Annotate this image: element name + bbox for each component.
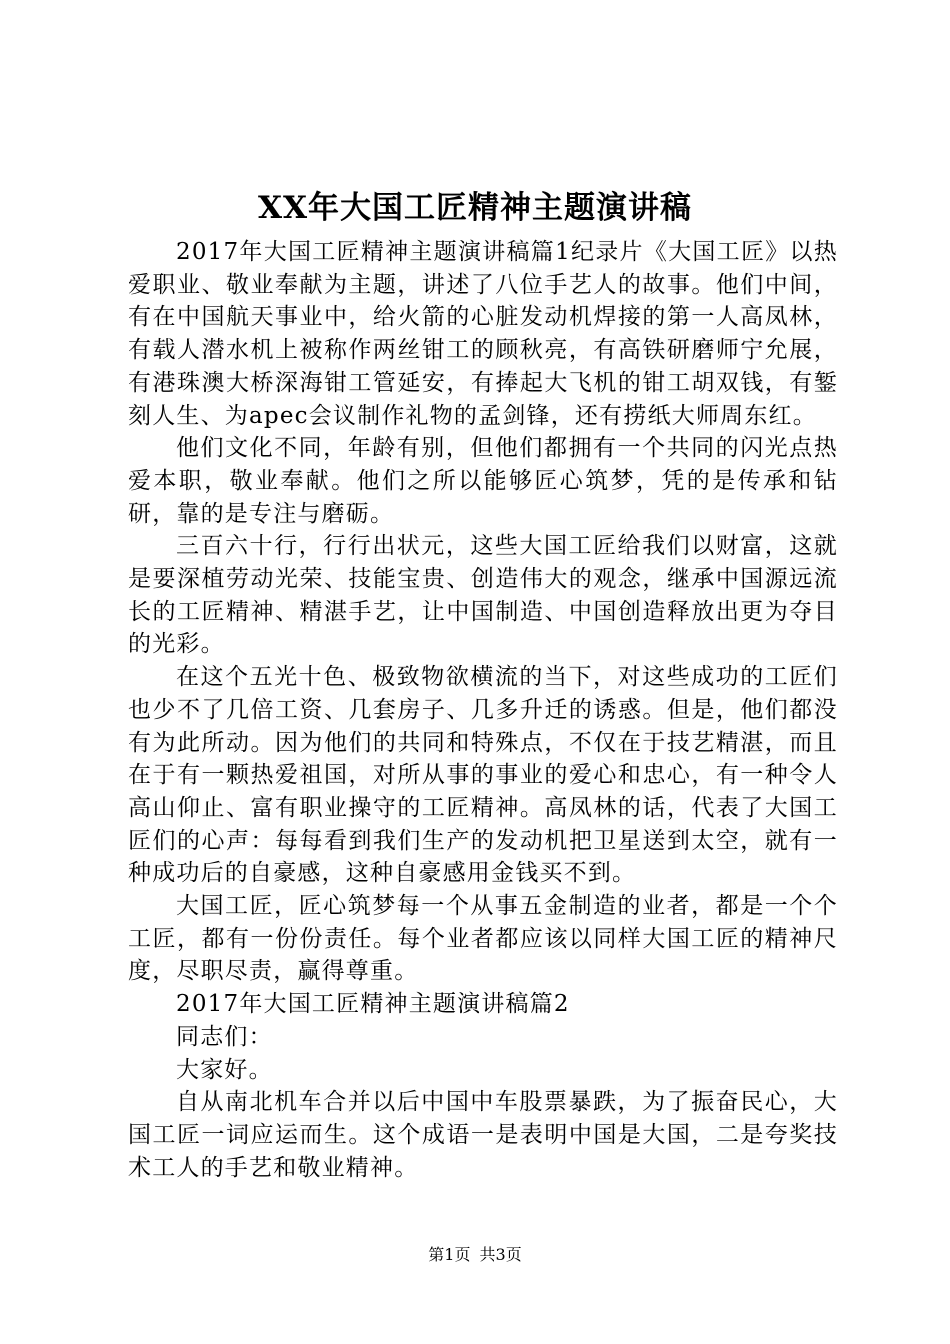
paragraph-3: 三百六十行，行行出状元，这些大国工匠给我们以财富，这就是要深植劳动光荣、技能宝贵、创造伟大的观念，继承中国源远流长的工匠精神、精湛手艺，让中国制造、中国创造释放出更为夺目的光彩。 — [128, 533, 838, 658]
document-body — [128, 236, 838, 1184]
section-heading-2: 2017年大国工匠精神主题演讲稿篇2 — [176, 991, 570, 1018]
document-title: XX年大国工匠精神主题演讲稿 — [257, 190, 693, 226]
salutation: 同志们： — [176, 1023, 273, 1050]
paragraph-2: 他们文化不同，年龄有别，但他们都拥有一个共同的闪光点热爱本职，敬业奉献。他们之所以能够匠心筑梦，凭的是传承和钻研，靠的是专注与磨砺。 — [128, 435, 838, 527]
paragraph-1: 2017年大国工匠精神主题演讲稿篇1纪录片《大国工匠》以热爱职业、敬业奉献为主题，讲述了八位手艺人的故事。他们中间，有在中国航天事业中，给火箭的心脏发动机焊接的第一人高凤林，有载人潜水机上被称作两丝钳工的顾秋亮，有高铁研磨师宁允展，有港珠澳大桥深海钳工管延安，有捧起大飞机的钳工胡双钱，有錾刻人生、为apec会议制作礼物的孟剑锋，还有捞纸大师周东红。 — [128, 239, 838, 429]
paragraph-5: 大国工匠，匠心筑梦每一个从事五金制造的业者，都是一个个工匠，都有一份份责任。每个业者都应该以同样大国工匠的精神尺度，尽职尽责，赢得尊重。 — [128, 893, 838, 985]
greeting: 大家好。 — [176, 1056, 273, 1083]
paragraph-6: 自从南北机车合并以后中国中车股票暴跌，为了振奋民心，大国工匠一词应运而生。这个成语一是表明中国是大国，二是夸奖技术工人的手艺和敬业精神。 — [128, 1089, 838, 1181]
page-number-footer: 第1页 共3页 — [428, 1245, 522, 1264]
paragraph-4: 在这个五光十色、极致物欲横流的当下，对这些成功的工匠们也少不了几倍工资、几套房子、几多升迁的诱惑。但是，他们都没有为此所动。因为他们的共同和特殊点，不仅在于技艺精湛，而且在于有一颗热爱祖国，对所从事的事业的爱心和忠心，有一种令人高山仰止、富有职业操守的工匠精神。高凤林的话，代表了大国工匠们的心声：每每看到我们生产的发动机把卫星送到太空，就有一种成功后的自豪感，这种自豪感用金钱买不到。 — [128, 664, 838, 887]
